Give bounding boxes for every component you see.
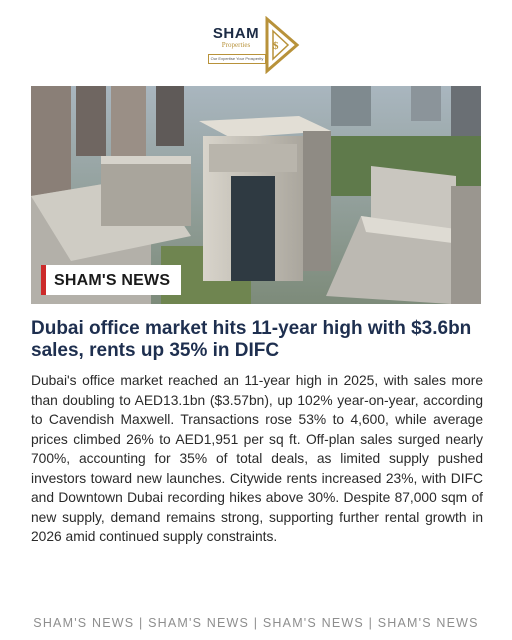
brand-name: SHAM — [212, 25, 260, 42]
article-body: Dubai's office market reached an 11-year high in 2025, with sales more than doubling to AED13.1bn ($3.57bn), up 102% year-on-year, according to Cavendish Maxwell. Transactions rose 53% to 4,600, while average prices climbed 26% to AED1,951 per sq ft. Off-plan sales surged nearly 700%, accounting for 35% of total deals, as limited supply pushed investors toward new launches. Citywide rents increased 23%, with DIFC and Downtown Dubai recording hikes above 30%. Despite 87,000 sqm of new supply, demand remains strong, supporting further rental growth in 2026 amid continued supply constraints. — [31, 373, 483, 544]
svg-text:$: $ — [273, 40, 279, 52]
brand-tagline: Our Expertise Your Prosperity — [208, 54, 266, 64]
brand-triangle-icon — [264, 16, 300, 74]
footer-ticker: SHAM'S NEWS | SHAM'S NEWS | SHAM'S NEWS | SHAM'S NEWS — [33, 616, 479, 630]
brand-logo — [0, 14, 512, 72]
brand-wordmark — [208, 26, 264, 50]
news-badge-label: SHAM'S NEWS — [54, 272, 171, 289]
brand-subtitle: Properties — [221, 41, 251, 49]
news-badge — [41, 265, 181, 295]
article-headline: Dubai office market hits 11-year high with $3.6bn sales, rents up 35% in DIFC — [31, 318, 472, 361]
